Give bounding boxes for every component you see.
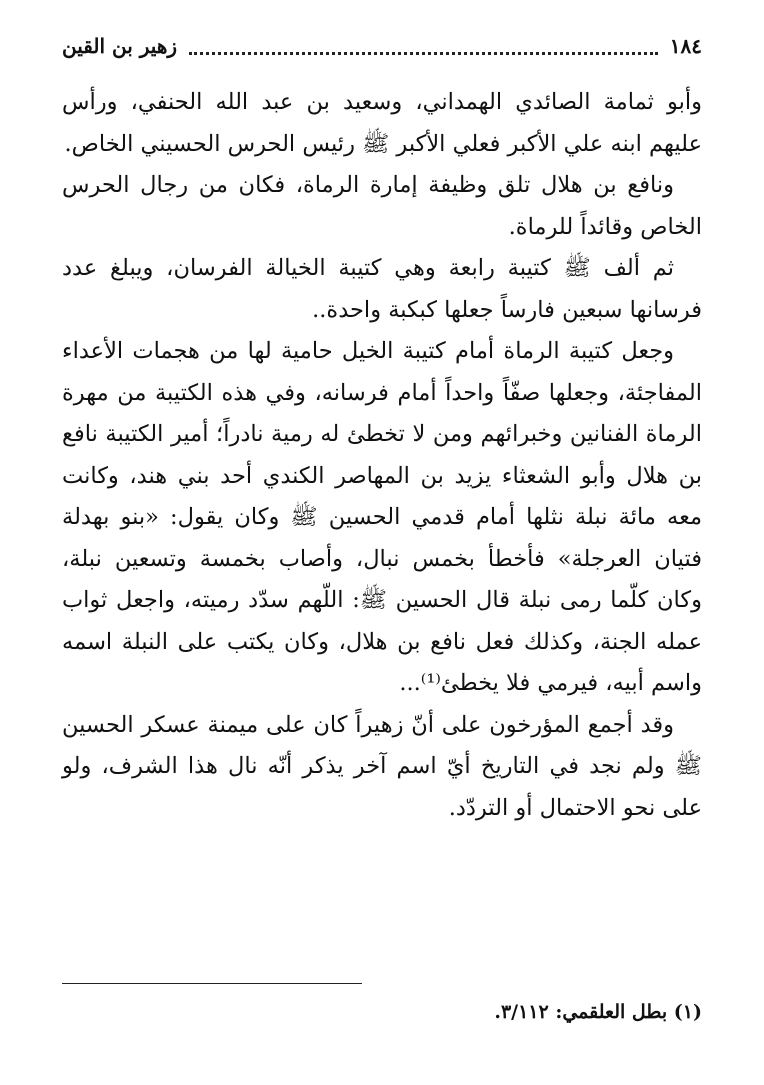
- footnote: (١) بطل العلقمي: ٣/١١٢.: [494, 1001, 702, 1023]
- paragraph-5: وقد أجمع المؤرخون على أنّ زهيراً كان على ميمنة عسكر الحسين ﷺ ولم نجد في التاريخ أيّ اسم آخر يذكر أنّه نال هذا الشرف، ولو على نحو الاحتمال أو التردّد.: [62, 711, 702, 821]
- paragraph-4: وجعل كتيبة الرماة أمام كتيبة الخيل حامية لها من هجمات الأعداء المفاجئة، وجعلها صفّاً واحداً أمام فرسانه، وفي هذه الكتيبة من مهرة الرماة الفنانين وخبرائهم ومن لا تخطئ له رمية نادراً؛ أمير الكتيبة نافع بن هلال وأبو الشعثاء يزيد بن المهاصر الكندي أحد بني هند، وكانت معه مائة نبلة نثلها أمام قدمي الحسين ﷺ وكان يقول: «بنو بهدلة فتيان العرجلة» فأخطأ بخمس نبال، وأصاب بخمسة وتسعين نبلة، وكان كلّما رمى نبلة قال الحسين ﷺ: اللّهم سدّد رميته، واجعل ثواب عمله الجنة، وكذلك فعل نافع بن هلال، وكان يكتب على النبلة اسمه واسم أبيه، فيرمي فلا يخطئ⁽¹⁾...: [62, 338, 702, 696]
- header-dotted-leader: [189, 38, 658, 55]
- paragraph-1: وأبو ثمامة الصائدي الهمداني، وسعيد بن عبد الله الحنفي، ورأس عليهم ابنه علي الأكبر فعلي الأكبر ﷺ رئيس الحرس الحسيني الخاص.: [62, 89, 702, 157]
- page-header: [62, 30, 702, 62]
- page-body: [62, 82, 702, 829]
- paragraph-3: ثم ألف ﷺ كتيبة رابعة وهي كتيبة الخيالة الفرسان، ويبلغ عدد فرسانها سبعين فارساً جعلها كبكبة واحدة..: [62, 255, 702, 323]
- page-number: ١٨٤: [669, 34, 702, 58]
- footnote-separator: [62, 983, 362, 984]
- paragraph-2: ونافع بن هلال تلق وظيفة إمارة الرماة، فكان من رجال الحرس الخاص وقائداً للرماة.: [62, 172, 702, 240]
- running-title: زهير بن القين: [62, 34, 178, 58]
